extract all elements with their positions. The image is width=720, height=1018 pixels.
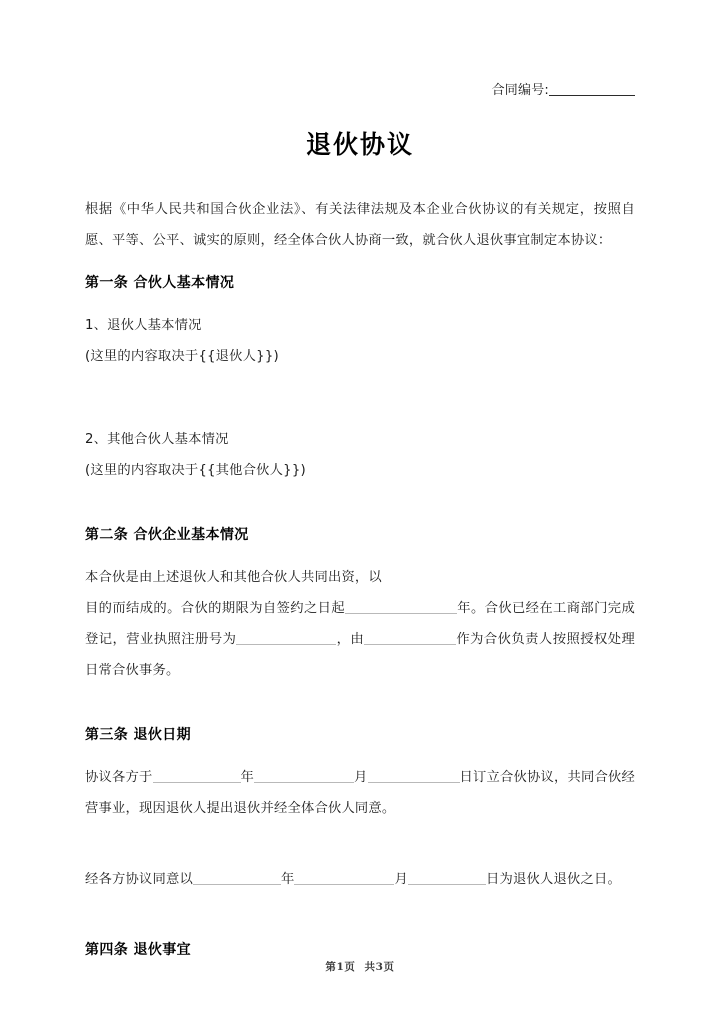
- spacer: [85, 486, 635, 520]
- article-2-heading: 第二条 合伙企业基本情况: [85, 527, 249, 543]
- license-number-blank[interactable]: [236, 629, 336, 645]
- article-2-line-1: 本合伙是由上述退伙人和其他合伙人共同出资，以: [85, 570, 382, 585]
- article-3-p1-year-label: 年: [240, 770, 255, 785]
- contract-number-line: [85, 0, 635, 101]
- intro-paragraph: 根据《中华人民共和国合伙企业法》、有关法律法规及本企业合伙协议的有关规定，按照自愿、平等、公平、诚实的原则，经全体合伙人协商一致，就合伙人退伙事宜制定本协议：: [85, 202, 635, 248]
- article-3-p2-month-label: 月: [394, 872, 408, 887]
- article-3-p2-seg-1: 经各方协议同意以: [85, 872, 193, 887]
- page-title: 退伙协议: [305, 130, 414, 159]
- withdrawal-year-blank[interactable]: [193, 869, 281, 885]
- footer-total-pages: 共3页: [364, 961, 395, 973]
- article-4-heading: 第四条 退伙事宜: [85, 942, 192, 958]
- spacer: [85, 372, 635, 424]
- article-2-seg-5: 作为合伙负责人按照授权处理日常合伙事务: [85, 632, 635, 678]
- footer-current-page: 第1页: [325, 961, 356, 973]
- spacer: [85, 298, 635, 310]
- partnership-term-blank[interactable]: [345, 598, 457, 614]
- article-2-seg-2: 目的而结成的。合伙的期限为自签约之日起: [85, 601, 346, 616]
- spacer: [85, 550, 635, 562]
- contract-number-blank[interactable]: [549, 80, 635, 96]
- responsible-person-blank[interactable]: [364, 629, 456, 645]
- article-1-heading: 第一条 合伙人基本情况: [85, 275, 235, 291]
- spacer: [85, 750, 635, 762]
- article-1-item-2-label: 2、其他合伙人基本情况: [85, 432, 229, 447]
- withdrawal-month-blank[interactable]: [294, 869, 394, 885]
- article-3-p2-year-label: 年: [280, 872, 295, 887]
- article-2-seg-6: 。: [165, 663, 180, 678]
- article-2-seg-3: 年。合伙已经在工商部门完成登记，营业执照注册号为: [85, 601, 635, 647]
- withdrawal-day-blank[interactable]: [408, 869, 486, 885]
- article-3-p1-seg-1: 协议各方于: [85, 770, 153, 785]
- article-3-p1-month-label: 月: [354, 770, 368, 785]
- article-1-item-1-placeholder: (这里的内容取决于{{退伙人}}): [85, 349, 279, 364]
- article-3-paragraph-2: [85, 864, 635, 895]
- article-1-item-1-label: 1、退伙人基本情况: [85, 318, 202, 333]
- spacer: [85, 256, 635, 268]
- contract-number-label: 合同编号:: [491, 83, 549, 98]
- article-1-item-2-placeholder: (这里的内容取决于{{其他合伙人}}): [85, 463, 306, 478]
- agreement-month-blank[interactable]: [254, 767, 354, 783]
- article-3-heading: 第三条 退伙日期: [85, 727, 192, 743]
- page-footer: [0, 959, 720, 974]
- spacer: [85, 895, 635, 935]
- agreement-year-blank[interactable]: [153, 767, 241, 783]
- article-3-paragraph-1: [85, 762, 635, 824]
- article-2-seg-4: ，由: [336, 632, 365, 647]
- spacer: [85, 824, 635, 864]
- article-3-p2-seg-2: 日为退伙人退伙之日。: [485, 872, 621, 887]
- article-2-body: [85, 562, 635, 686]
- spacer: [85, 686, 635, 720]
- article-3-p1-seg-2: 日订立合伙协议，共同合伙经营事业，现因退伙人提出退伙并经全体合伙人同意。: [85, 770, 636, 816]
- agreement-day-blank[interactable]: [368, 767, 460, 783]
